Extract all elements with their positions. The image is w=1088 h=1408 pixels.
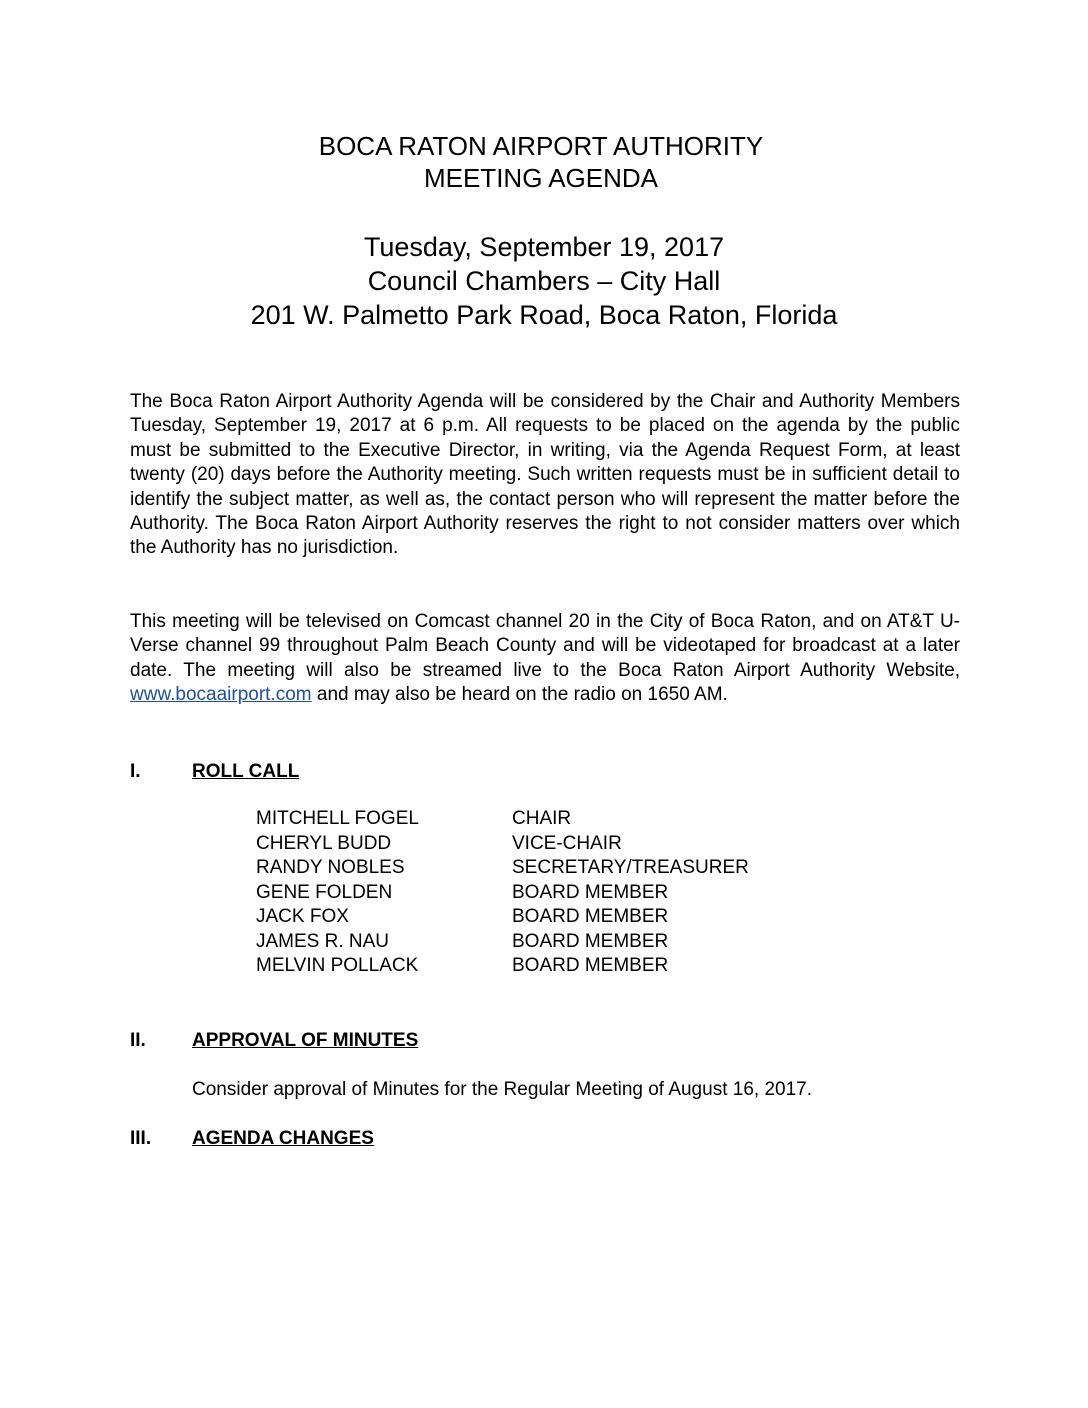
member-role: BOARD MEMBER: [512, 930, 669, 952]
member-name: MITCHELL FOGEL: [256, 808, 419, 829]
member-name: CHERYL BUDD: [256, 832, 392, 854]
section-title: ROLL CALL: [192, 761, 300, 782]
meeting-date: Tuesday, September 19, 2017: [363, 232, 725, 262]
organization-name: BOCA RATON AIRPORT AUTHORITY: [318, 131, 764, 161]
member-name: JACK FOX: [256, 906, 349, 927]
member-name: GENE FOLDEN: [256, 881, 393, 903]
member-role: SECRETARY/TREASURER: [512, 857, 749, 878]
member-role: CHAIR: [512, 808, 572, 829]
document-title: MEETING AGENDA: [423, 163, 659, 193]
member-role: BOARD MEMBER: [512, 881, 669, 903]
title-block: [0, 130, 1088, 194]
broadcast-text-start: This meeting will be televised on Comcast channel 20 in the City of Boca Raton, and on AT&T U-Verse channel 99 throughout Palm Beach County and will be videotaped for broadcast at a later date. The meeting will also be streamed live to the Boca Raton Airport Authority Website,: [130, 611, 960, 681]
member-name: MELVIN POLLACK: [256, 955, 419, 976]
member-role: BOARD MEMBER: [512, 906, 669, 927]
member-name: JAMES R. NAU: [256, 930, 390, 952]
intro-paragraph: The Boca Raton Airport Authority Agenda will be considered by the Chair and Authority Members Tuesday, September 19, 2017 at 6 p.m. All requests to be placed on the agenda by the public must be submitted to the Executive Director, in writing, via the Agenda Request Form, at least twenty (20) days before the Authority meeting. Such written requests must be in sufficient detail to identify the subject matter, as well as, the contact person who will represent the matter before the Authority. The Boca Raton Airport Authority reserves the right to not consider matters over which the Authority has no jurisdiction.: [130, 391, 960, 559]
member-role: BOARD MEMBER: [512, 955, 669, 976]
website-link[interactable]: www.bocaairport.com: [130, 684, 312, 706]
minutes-text: Consider approval of Minutes for the Regular Meeting of August 16, 2017.: [192, 1079, 812, 1100]
section-number: I.: [130, 761, 141, 782]
broadcast-paragraph: [130, 610, 960, 708]
section-title: APPROVAL OF MINUTES: [192, 1030, 419, 1051]
broadcast-text-end: and may also be heard on the radio on 1650 AM.: [311, 684, 728, 706]
meeting-venue: Council Chambers – City Hall: [367, 266, 721, 296]
member-name: RANDY NOBLES: [256, 857, 405, 878]
section-number: II.: [130, 1030, 146, 1051]
member-role: VICE-CHAIR: [512, 832, 622, 854]
meeting-details: [0, 230, 1088, 332]
section-number: III.: [130, 1128, 152, 1149]
meeting-address: 201 W. Palmetto Park Road, Boca Raton, Florida: [250, 300, 838, 330]
section-title: AGENDA CHANGES: [192, 1128, 374, 1149]
